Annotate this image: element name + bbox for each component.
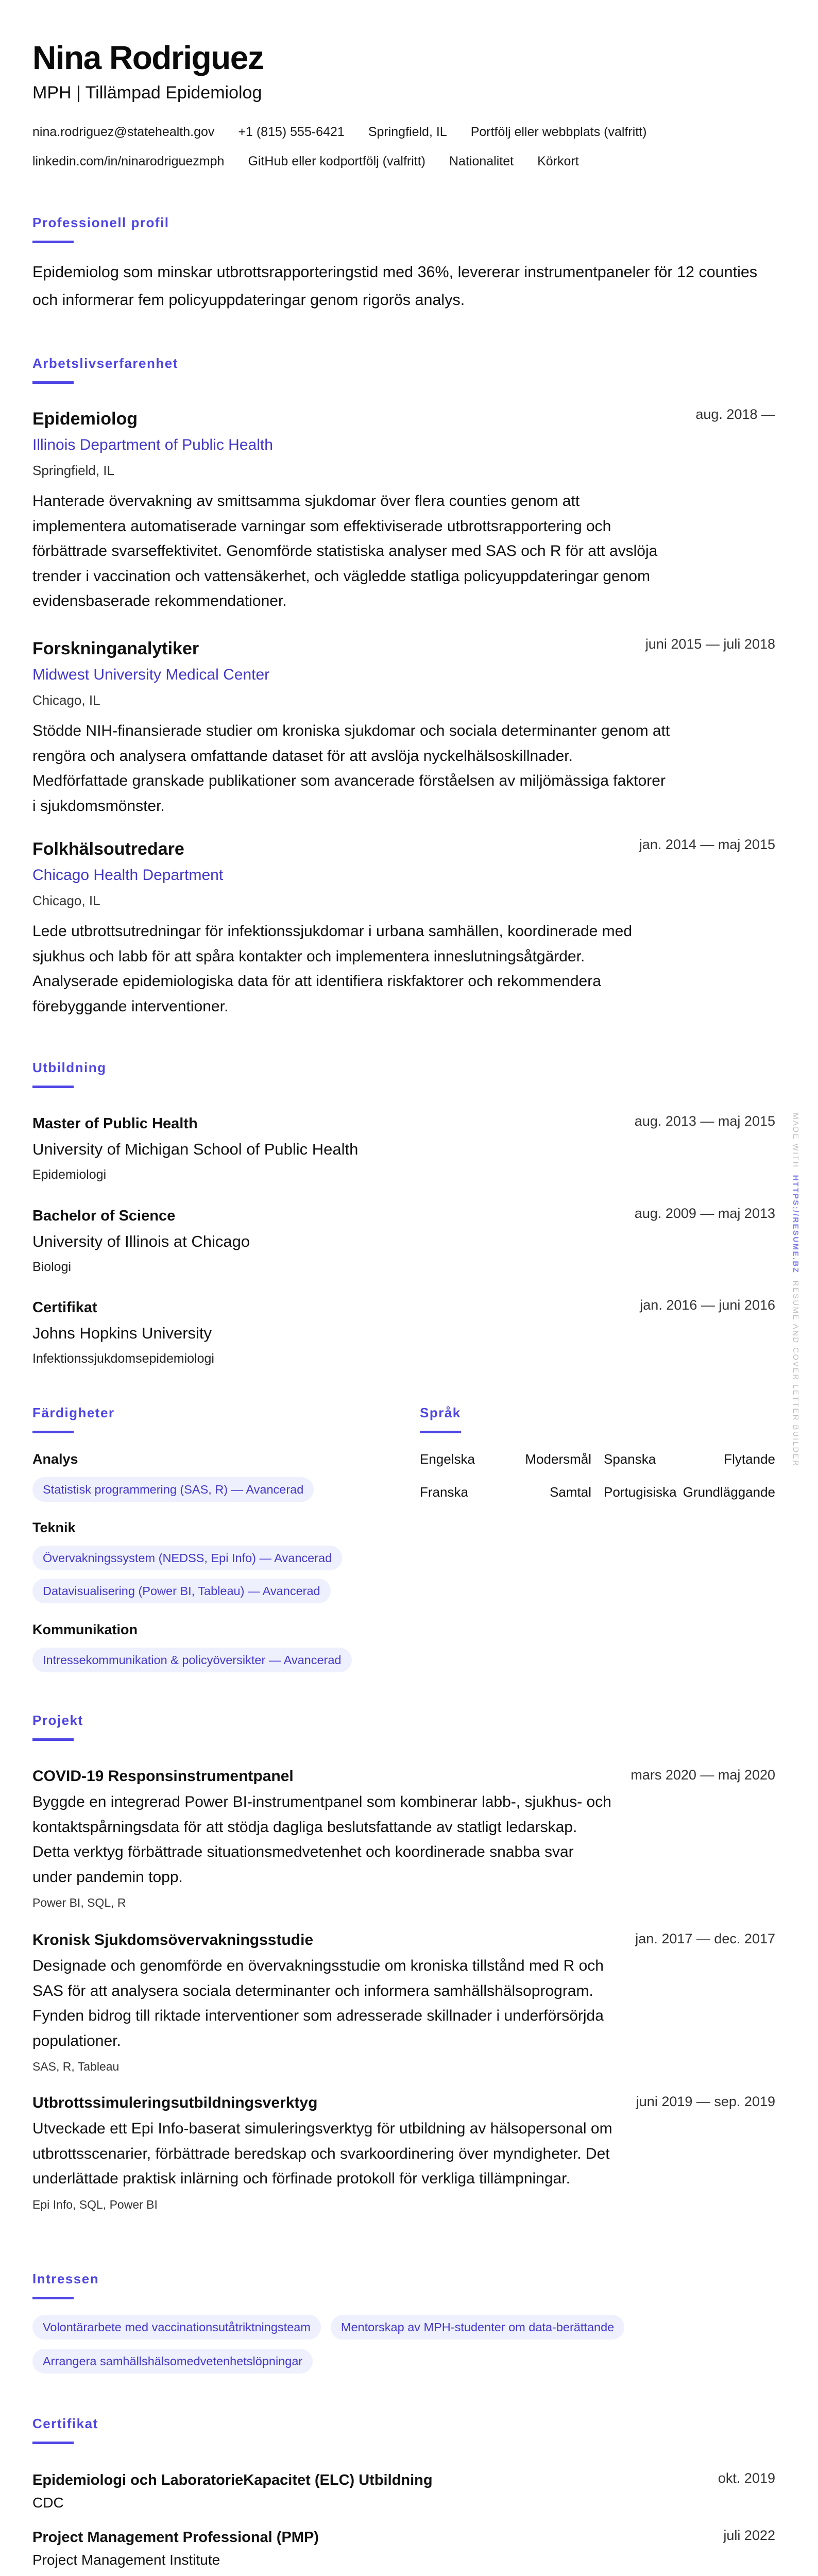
job-date: jan. 2014 — maj 2015: [639, 837, 775, 852]
certificate-date: juli 2022: [723, 2528, 775, 2543]
language-item: [604, 1483, 775, 1501]
job-company: Illinois Department of Public Health: [32, 436, 273, 453]
project-entry: [32, 2092, 775, 2215]
job-company: Chicago Health Department: [32, 867, 224, 884]
skill-tag: Statistisk programmering (SAS, R) — Avancerad: [32, 1477, 314, 1502]
language-name: Spanska: [604, 1451, 656, 1467]
certificate-entry: [32, 2527, 775, 2572]
language-item: [604, 1450, 775, 1468]
education-date: aug. 2013 — maj 2015: [634, 1113, 775, 1129]
contact-location: Springfield, IL: [368, 125, 447, 139]
certificate-title: Project Management Professional (PMP): [32, 2529, 319, 2546]
education-degree: Bachelor of Science: [32, 1208, 176, 1224]
contact-list: [32, 117, 785, 176]
watermark-suffix: RESUME AND COVER LETTER BUILDER: [791, 1280, 800, 1467]
watermark-link[interactable]: HTTPS://RESUME.BZ: [791, 1175, 800, 1274]
contact-linkedin[interactable]: linkedin.com/in/ninarodriguezmph: [32, 154, 225, 168]
language-name: Engelska: [420, 1451, 475, 1467]
language-level: Flytande: [724, 1451, 775, 1467]
skill-group-label: Analys: [32, 1451, 78, 1467]
education-entry: [32, 1297, 775, 1368]
certificate-date: okt. 2019: [718, 2470, 775, 2486]
project-date: juni 2019 — sep. 2019: [636, 2094, 775, 2109]
education-school: Johns Hopkins University: [32, 1324, 212, 1342]
language-item: [420, 1450, 591, 1468]
profile-summary: Epidemiolog som minskar utbrottsrapporteringstid med 36%, levererar instrumentpaneler för 12 counties och informerar fem policyuppdateringar genom rigorös analys.: [32, 263, 758, 309]
language-list: [420, 1450, 775, 1501]
skill-tag: Datavisualisering (Power BI, Tableau) — Avancerad: [32, 1579, 331, 1603]
section-heading: Professionell profil: [32, 215, 169, 230]
interest-tag: Mentorskap av MPH-studenter om data-berättande: [331, 2315, 624, 2340]
job-entry: [32, 838, 775, 1019]
education-school: University of Michigan School of Public Health: [32, 1140, 359, 1158]
job-location: Springfield, IL: [32, 463, 114, 478]
skill-tag: Intressekommunikation & policyöversikter — Avancerad: [32, 1648, 352, 1672]
education-date: jan. 2016 — juni 2016: [640, 1297, 775, 1313]
contact-github[interactable]: GitHub eller kodportfölj (valfritt): [248, 154, 425, 168]
education-entry: [32, 1206, 775, 1277]
job-location: Chicago, IL: [32, 692, 100, 708]
builder-watermark: [791, 1113, 800, 1467]
language-name: Franska: [420, 1484, 468, 1500]
job-title: Epidemiolog: [32, 409, 138, 429]
section-divider: [32, 241, 74, 243]
project-tech: Epi Info, SQL, Power BI: [32, 2197, 158, 2211]
section-divider: [32, 1738, 74, 1741]
section-heading: Arbetslivserfarenhet: [32, 355, 178, 371]
section-skills: [32, 1404, 115, 1433]
section-projects: [32, 1711, 83, 1741]
certificate-issuer: CDC: [32, 2495, 64, 2511]
section-heading: Färdigheter: [32, 1405, 115, 1420]
job-date: juni 2015 — juli 2018: [645, 636, 775, 652]
section-divider: [32, 381, 74, 384]
interest-tag: Volontärarbete med vaccinationsutåtriktningsteam: [32, 2315, 321, 2340]
skill-group: [32, 1518, 342, 1603]
section-interests: [32, 2270, 99, 2299]
section-heading: Certifikat: [32, 2416, 98, 2431]
project-description: Designade och genomförde en övervakningsstudie om kroniska tillstånd med R och SAS för att analysera sociala determinanter och informera samhällshälsoprogram. Fynden bidrog till riktade interventioner som adresserade skillnader i underförsörjda populationer.: [32, 1957, 604, 2049]
education-degree: Certifikat: [32, 1299, 97, 1316]
project-title: COVID-19 Responsinstrumentpanel: [32, 1768, 294, 1785]
section-education: [32, 1059, 107, 1088]
job-entry: [32, 408, 775, 614]
language-level: Grundläggande: [683, 1484, 775, 1500]
candidate-name: Nina Rodriguez: [32, 39, 264, 76]
contact-nationality: Nationalitet: [449, 154, 514, 168]
education-degree: Master of Public Health: [32, 1115, 198, 1132]
job-date: aug. 2018 —: [695, 406, 775, 422]
skill-group-label: Kommunikation: [32, 1622, 138, 1637]
job-title: Forskninganalytiker: [32, 639, 199, 658]
candidate-subtitle: MPH | Tillämpad Epidemiolog: [32, 83, 262, 103]
section-heading: Utbildning: [32, 1060, 107, 1075]
section-divider: [32, 2442, 74, 2444]
job-description: Lede utbrottsutredningar för infektionssjukdomar i urbana samhällen, koordinerade med sjukhus och labb för att spåra kontakter och implementera inneslutningsåtgärder. Analyserade epidemiologiska data för att identifiera riskfaktorer och rekommendera förebyggande interventioner.: [32, 923, 633, 1015]
section-heading: Språk: [420, 1405, 461, 1420]
job-title: Folkhälsoutredare: [32, 839, 184, 859]
contact-portfolio[interactable]: Portfölj eller webbplats (valfritt): [470, 125, 647, 139]
contact-phone[interactable]: +1 (815) 555-6421: [238, 125, 345, 139]
project-tech: SAS, R, Tableau: [32, 2060, 120, 2073]
certificate-entry: [32, 2470, 775, 2515]
project-title: Utbrottssimuleringsutbildningsverktyg: [32, 2094, 318, 2111]
section-experience: [32, 354, 178, 384]
skill-group-label: Teknik: [32, 1520, 76, 1535]
skill-group: [32, 1620, 352, 1672]
section-heading: Intressen: [32, 2271, 99, 2286]
certificate-title: Epidemiologi och LaboratorieKapacitet (ELC) Utbildning: [32, 2472, 433, 2488]
contact-license: Körkort: [537, 154, 579, 168]
education-entry: [32, 1113, 775, 1184]
section-divider: [32, 1086, 74, 1088]
section-profile: [32, 214, 169, 243]
watermark-prefix: MADE WITH: [791, 1113, 800, 1168]
section-divider: [420, 1431, 461, 1433]
project-date: jan. 2017 — dec. 2017: [635, 1931, 775, 1946]
language-item: [420, 1483, 591, 1501]
section-certificates: [32, 2415, 98, 2444]
section-divider: [32, 1431, 74, 1433]
certificate-issuer: Project Management Institute: [32, 2552, 220, 2568]
project-date: mars 2020 — maj 2020: [630, 1767, 775, 1783]
education-school: University of Illinois at Chicago: [32, 1232, 250, 1250]
language-level: Samtal: [550, 1484, 591, 1500]
project-entry: [32, 1929, 775, 2077]
section-heading: Projekt: [32, 1713, 83, 1728]
education-field: Biologi: [32, 1260, 72, 1274]
job-description: Stödde NIH-finansierade studier om kroniska sjukdomar och sociala determinanter genom att rengöra och analysera omfattande dataset för att avslöja nyckelhälsoskillnader. Medförfattade granskade publikationer som avancerade förståelsen av miljömässiga faktorer i sjukdomsmönster.: [32, 722, 670, 815]
project-description: Utveckade ett Epi Info-baserat simuleringsverktyg för utbildning av hälsopersonal om utbrottsscenarier, förbättrade beredskap och svarkoordinering över myndigheter. Det underlättade praktisk inlärning och förfinade protokoll för verkliga tillämpningar.: [32, 2120, 612, 2187]
language-name: Portugisiska: [604, 1484, 677, 1500]
job-company: Midwest University Medical Center: [32, 666, 270, 683]
project-tech: Power BI, SQL, R: [32, 1896, 126, 1909]
section-divider: [32, 2297, 74, 2299]
project-entry: [32, 1765, 775, 1913]
job-description: Hanterade övervakning av smittsamma sjukdomar över flera counties genom att implementera automatiserade varningar som effektiviserade utbrottsrapportering och förbättrade svarseffektivitet. Genomförde statistiska analyser med SAS och R för att avslöja trender i vaccination och vattensäkerhet, och vägledde statliga policyuppdateringar genom evidensbaserade rekommendationer.: [32, 493, 658, 609]
interest-tag: Arrangera samhällshälsomedvetenhetslöpningar: [32, 2349, 313, 2374]
skill-tag: Övervakningssystem (NEDSS, Epi Info) — Avancerad: [32, 1546, 342, 1570]
job-location: Chicago, IL: [32, 893, 100, 908]
project-description: Byggde en integrerad Power BI-instrumentpanel som kombinerar labb-, sjukhus- och kontaktspårningsdata för att stödja dagliga beslutsfattande av statligt ledarskap. Detta verktyg förbättrade situationsmedvetenhet och koordinerade snabba svar under pandemin topp.: [32, 1793, 611, 1886]
skill-group: [32, 1450, 314, 1502]
education-date: aug. 2009 — maj 2013: [634, 1206, 775, 1221]
section-languages: [420, 1404, 461, 1433]
project-title: Kronisk Sjukdomsövervakningsstudie: [32, 1931, 314, 1948]
education-field: Infektionssjukdomsepidemiologi: [32, 1351, 214, 1366]
language-level: Modersmål: [525, 1451, 591, 1467]
education-field: Epidemiologi: [32, 1167, 107, 1182]
interest-list: [32, 2315, 779, 2374]
job-entry: [32, 637, 775, 819]
contact-email[interactable]: nina.rodriguez@statehealth.gov: [32, 125, 215, 139]
